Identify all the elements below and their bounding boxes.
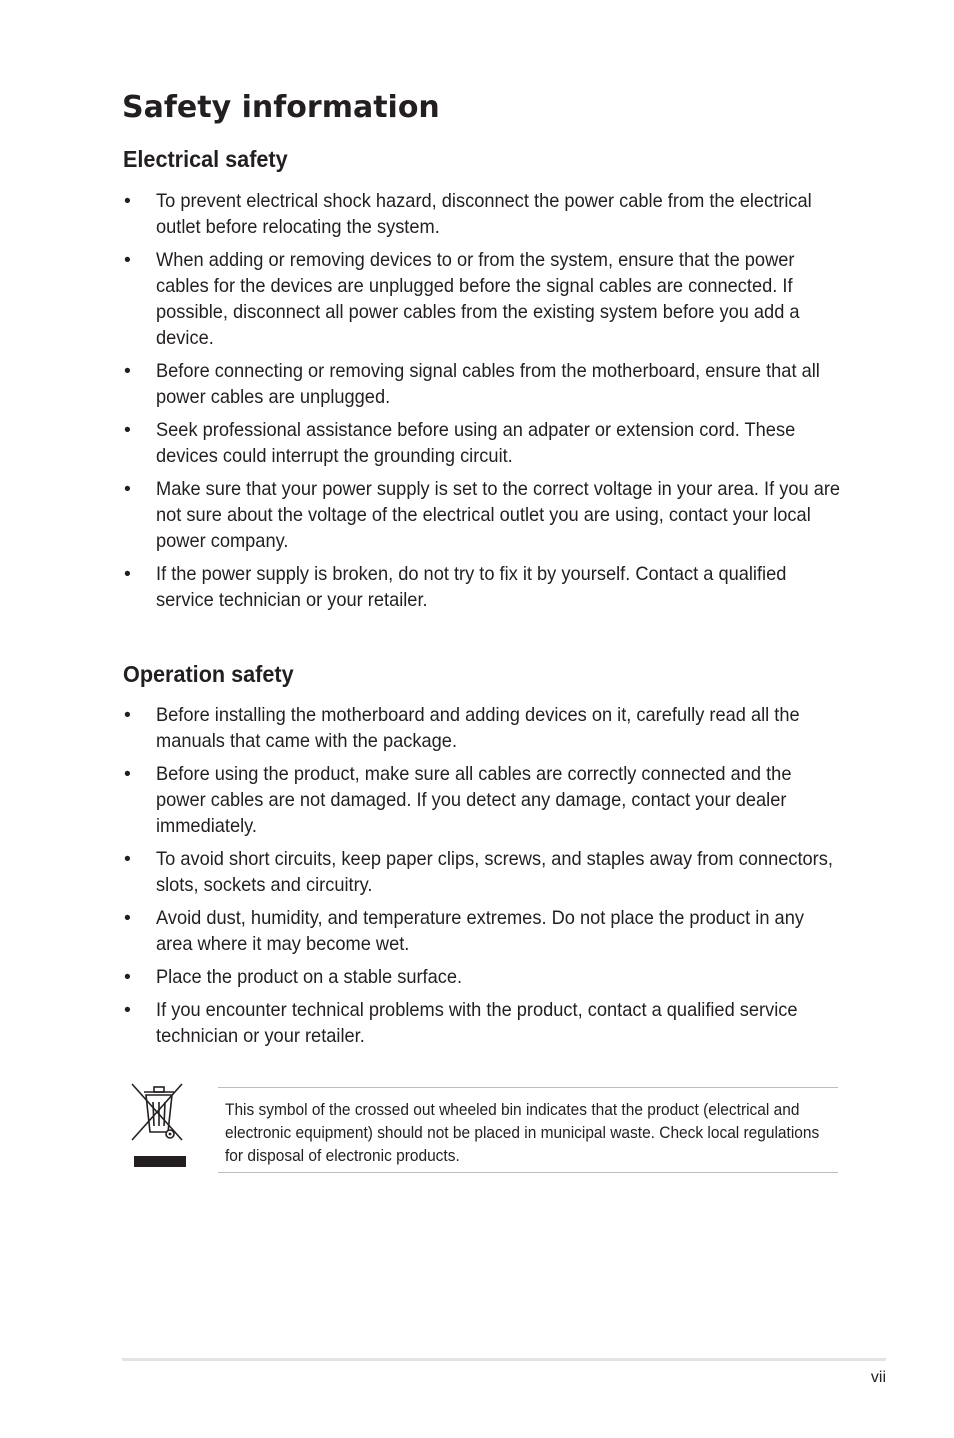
bullet-icon: • (124, 848, 131, 870)
list-item: • Before using the product, make sure all cables are correctly connected and the power cables are not damaged. If you detect any damage, contact your dealer immediately. (124, 763, 792, 837)
list-item: • If you encounter technical problems with the product, contact a qualified service technician or your retailer. (124, 999, 798, 1047)
bullet-icon: • (124, 763, 131, 785)
bullet-icon: • (124, 563, 131, 585)
footer-divider (122, 1358, 886, 1361)
page-number: vii (870, 1369, 886, 1386)
list-item: • To prevent electrical shock hazard, disconnect the power cable from the electrical outlet before relocating the system. (124, 190, 812, 238)
bullet-icon: • (124, 419, 131, 441)
electrical-safety-list (122, 188, 842, 620)
list-item: • Place the product on a stable surface. (124, 966, 463, 988)
list-item: • Before connecting or removing signal cables from the motherboard, ensure that all power cables are unplugged. (124, 360, 820, 408)
operation-safety-list (122, 702, 842, 1056)
bullet-icon: • (124, 360, 131, 382)
bullet-icon: • (124, 249, 131, 271)
page-title: Safety information (122, 90, 440, 125)
list-item: • Before installing the motherboard and adding devices on it, carefully read all the manuals that came with the package. (124, 704, 800, 752)
operation-safety-heading: Operation safety (123, 661, 294, 687)
notice-text: This symbol of the crossed out wheeled bin indicates that the product (electrical and electronic equipment) should not be placed in municipal waste. Check local regulations for disposal of electronic products. (225, 1100, 820, 1165)
list-item: • Make sure that your power supply is set to the correct voltage in your area. If you are not sure about the voltage of the electrical outlet you are using, contact your local power company. (124, 478, 841, 552)
list-item: • Seek professional assistance before using an adpater or extension cord. These devices could interrupt the grounding circuit. (124, 419, 796, 467)
list-item: • If the power supply is broken, do not try to fix it by yourself. Contact a qualified service technician or your retailer. (124, 563, 787, 611)
list-item: • When adding or removing devices to or from the system, ensure that the power cables for the devices are unplugged before the signal cables are connected. If possible, disconnect all power cables from the existing system before you add a device. (124, 249, 800, 349)
bullet-icon: • (124, 190, 131, 212)
bullet-icon: • (124, 478, 131, 500)
bullet-icon: • (124, 704, 131, 726)
crossed-out-wheeled-bin-icon (126, 1080, 186, 1170)
electrical-safety-heading: Electrical safety (123, 146, 288, 172)
list-item: • To avoid short circuits, keep paper clips, screws, and staples away from connectors, slots, sockets and circuitry. (124, 848, 833, 896)
list-item: • Avoid dust, humidity, and temperature extremes. Do not place the product in any area where it may become wet. (124, 907, 804, 955)
bullet-icon: • (124, 999, 131, 1021)
bullet-icon: • (124, 907, 131, 929)
bullet-icon: • (124, 966, 131, 988)
notice-box (218, 1087, 838, 1173)
weee-notice (122, 1080, 838, 1176)
